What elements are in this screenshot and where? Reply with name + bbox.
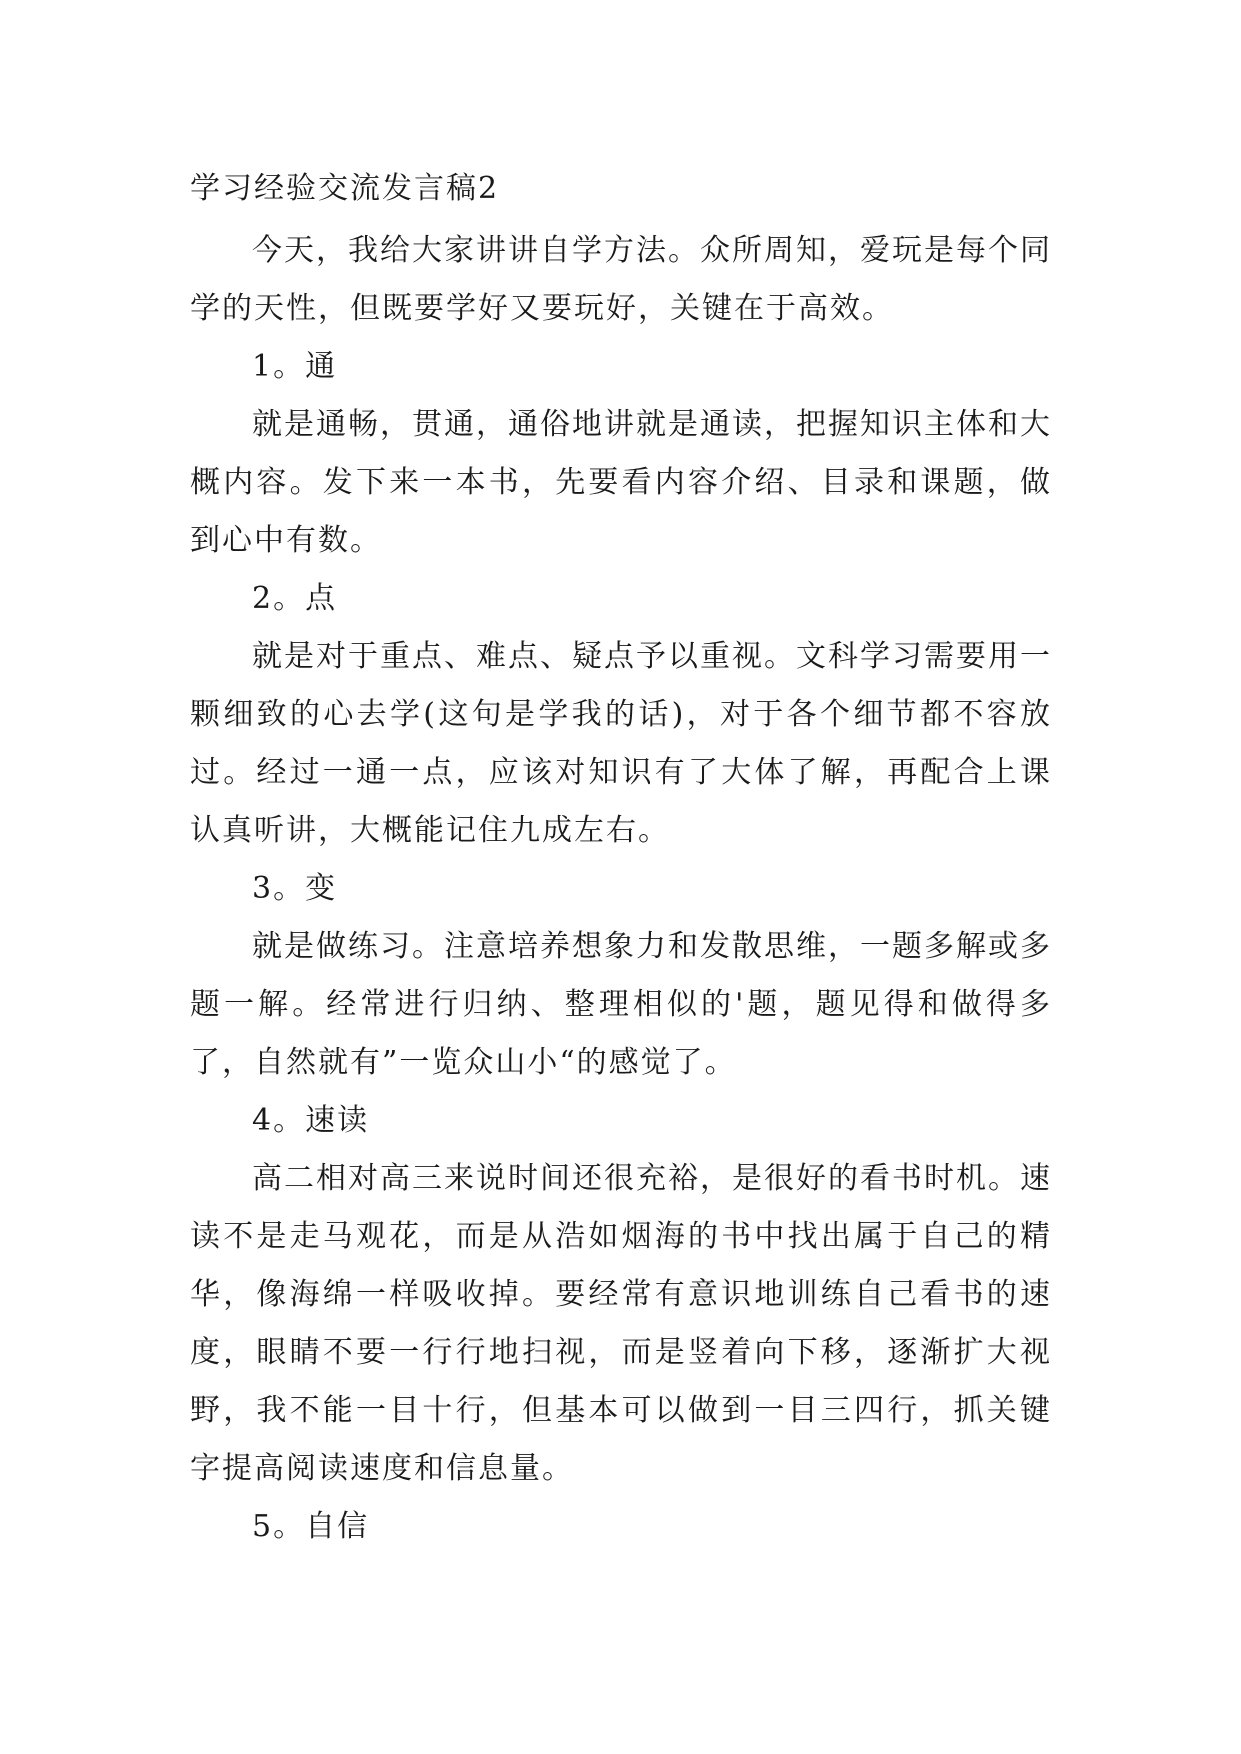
section-body-2: 就是对于重点、难点、疑点予以重视。文科学习需要用一颗细致的心去学(这句是学我的话)，对于各个细节都不容放过。经过一通一点，应该对知识有了大体了解，再配合上课认真听讲，大概能记住九成左右。: [190, 639, 1052, 848]
document-page: [190, 160, 1052, 1556]
section-heading-2: 2。点: [252, 581, 338, 616]
section-body-4: 高二相对高三来说时间还很充裕，是很好的看书时机。速读不是走马观花，而是从浩如烟海的书中找出属于自己的精华，像海绵一样吸收掉。要经常有意识地训练自己看书的速度，眼睛不要一行行地扫视，而是竖着向下移，逐渐扩大视野，我不能一目十行，但基本可以做到一目三四行，抓关键字提高阅读速度和信息量。: [190, 1161, 1052, 1486]
section-heading-5: 5。自信: [252, 1509, 370, 1544]
document-title: 学习经验交流发言稿2: [190, 171, 500, 206]
section-body-1: 就是通畅，贯通，通俗地讲就是通读，把握知识主体和大概内容。发下来一本书，先要看内容介绍、目录和课题，做到心中有数。: [190, 407, 1052, 558]
section-heading-1: 1。通: [252, 349, 338, 384]
section-heading-3: 3。变: [252, 871, 338, 906]
section-body-3: 就是做练习。注意培养想象力和发散思维，一题多解或多题一解。经常进行归纳、整理相似的'题，题见得和做得多了，自然就有”一览众山小“的感觉了。: [190, 929, 1052, 1080]
intro-paragraph: 今天，我给大家讲讲自学方法。众所周知，爱玩是每个同学的天性，但既要学好又要玩好，关键在于高效。: [190, 233, 1052, 326]
section-heading-4: 4。速读: [252, 1103, 370, 1138]
